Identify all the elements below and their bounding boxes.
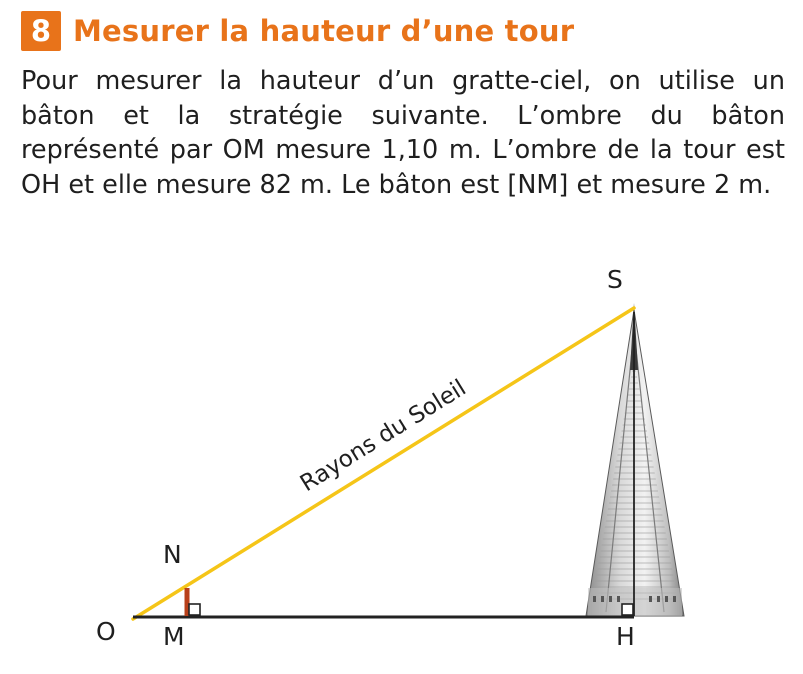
point-label-S: S (607, 265, 623, 294)
point-label-M: M (163, 622, 185, 651)
tower-drawing (586, 303, 684, 616)
point-label-O: O (96, 617, 116, 646)
point-label-N: N (163, 540, 182, 569)
point-label-H: H (616, 622, 635, 651)
exercise-number-badge: 8 (21, 11, 61, 51)
tower-floors (592, 360, 678, 600)
exercise-title: Mesurer la hauteur d’une tour (73, 14, 575, 48)
right-angle-mark-H (622, 604, 633, 615)
sun-ray-line (133, 308, 634, 619)
right-angle-mark-M (189, 604, 200, 615)
exercise-statement: Pour mesurer la hauteur d’un gratte-ciel, on utilise un bâton et la stratégie suivante. L’ombre du bâton représenté par OM mesure 1,10 m. L’ombre de la tour est OH et elle mesure 82 m. Le bâton est [NM] et mesure 2 m. (21, 66, 785, 200)
ray-label: Rayons du Soleil (295, 375, 471, 498)
